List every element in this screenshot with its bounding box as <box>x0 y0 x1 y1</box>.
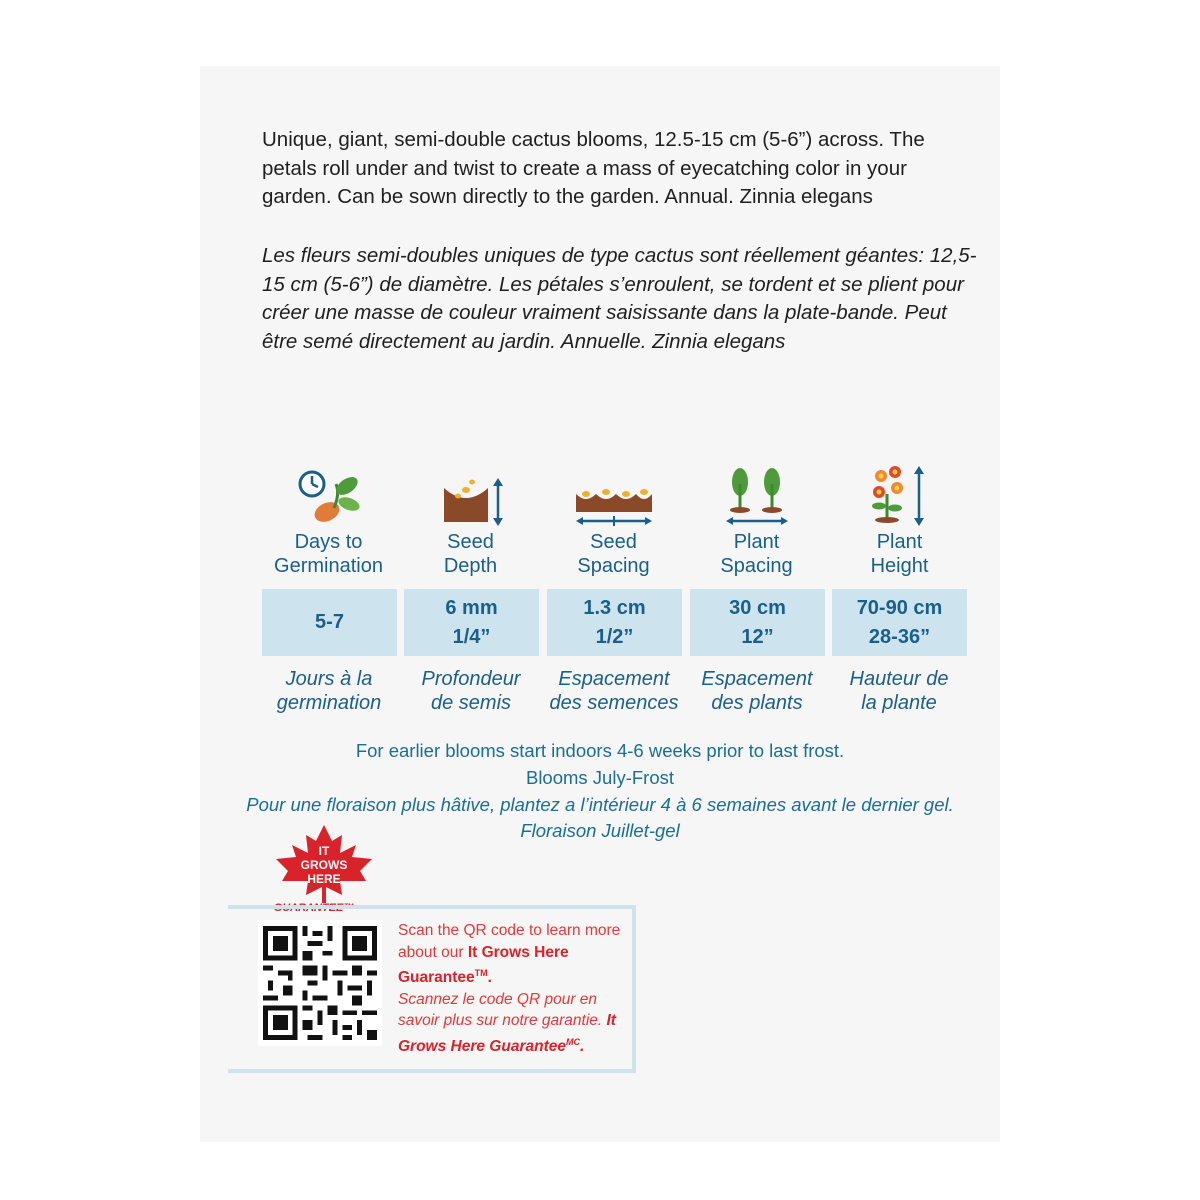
value-line: 1/2” <box>595 625 634 648</box>
plant-spacing-icon <box>722 464 792 528</box>
qr-en-bold: It Grows Here Guarantee <box>398 943 569 987</box>
clock-sprout-icon <box>294 464 364 528</box>
value-line: 70-90 cm <box>856 596 943 619</box>
note-indoors-fr: Pour une floraison plus hâtive, plantez a l’intérieur 4 à 6 semaines avant le dernier gel. <box>246 794 954 815</box>
label-line: Height <box>870 555 929 577</box>
seed-spacing-icon <box>572 464 656 528</box>
fr-line: Espacement <box>558 668 670 690</box>
badge-line1: IT <box>318 844 330 858</box>
label-line: Spacing <box>720 555 793 577</box>
value-line: 1/4” <box>452 625 491 648</box>
note-indoors-en: For earlier blooms start indoors 4-6 weeks prior to last frost. <box>355 740 845 761</box>
value-plant-height <box>832 589 967 656</box>
label-line: Germination <box>274 555 383 577</box>
value-line: 6 mm <box>445 596 498 619</box>
fr-line: de semis <box>430 692 512 714</box>
plant-height-icon <box>865 464 935 528</box>
badge-ribbon: GUARANTEE™ <box>273 902 355 914</box>
spec-germination <box>258 464 399 578</box>
qr-code-icon[interactable] <box>258 920 382 1046</box>
spec-seed-depth <box>400 464 541 578</box>
value-plant-spacing <box>690 589 825 656</box>
qr-fr-end: . <box>579 1037 585 1055</box>
fr-line: des semences <box>549 692 679 714</box>
fr-line: Profondeur <box>421 668 521 690</box>
spec-plant-height <box>829 464 970 578</box>
label-line: Plant <box>876 531 923 553</box>
value-line: 1.3 cm <box>583 596 646 619</box>
fr-label-plant-height <box>824 667 974 715</box>
label-line: Seed <box>447 531 494 553</box>
value-seed-depth <box>404 589 539 656</box>
qr-en-end: . <box>487 969 492 987</box>
description-french: Les fleurs semi-doubles uniques de type cactus sont réellement géantes: 12,5-15 cm (5-6”) de diamètre. Les pétales s’enroulent, se tordent et se plient pour créer une masse de couleur vraiment saisissante dans la plate-bande. Peut être semé directement au jardin. Annuelle. Zinnia elegans <box>262 244 977 353</box>
value-line: 28-36” <box>868 625 931 648</box>
qr-fr-mark: MC <box>565 1036 580 1047</box>
label-line: Seed <box>590 531 637 553</box>
description-english: Unique, giant, semi-double cactus blooms, 12.5-15 cm (5-6”) across. The petals roll under and twist to create a mass of eyecatching color in your garden. Can be sown directly to the garden. Annual. Zinnia elegans <box>262 128 925 208</box>
qr-fr-bold: It Grows Here Guarantee <box>398 1012 616 1055</box>
qr-en-mark: TM <box>474 968 488 978</box>
fr-line: Jours à la <box>285 668 373 690</box>
fr-line: Hauteur de <box>849 668 949 690</box>
fr-label-seed-spacing <box>539 667 689 715</box>
label-line: Spacing <box>577 555 650 577</box>
fr-line: des plants <box>711 692 803 714</box>
qr-en-text: Scan the QR code to learn more about our <box>398 922 621 961</box>
seed-depth-icon <box>436 464 506 528</box>
fr-line: Espacement <box>701 668 813 690</box>
label-line: Days to <box>294 531 363 553</box>
fr-label-germination <box>254 667 404 715</box>
badge-line2: GROWS <box>300 858 348 872</box>
label-line: Depth <box>443 555 498 577</box>
qr-description <box>398 920 628 1057</box>
qr-fr-text: Scannez le code QR pour en savoir plus sur notre garantie. <box>398 990 607 1030</box>
fr-line: la plante <box>861 692 937 714</box>
spec-seed-spacing <box>543 464 684 578</box>
value-germination <box>262 589 397 656</box>
spec-plant-spacing <box>686 464 827 578</box>
value-line: 30 cm <box>729 596 786 619</box>
label-line: Plant <box>733 531 780 553</box>
fr-label-plant-spacing <box>682 667 832 715</box>
note-blooms-en: Blooms July-Frost <box>525 767 675 788</box>
value-line: 12” <box>741 625 774 648</box>
fr-label-seed-depth <box>396 667 546 715</box>
note-blooms-fr: Floraison Juillet-gel <box>520 820 680 841</box>
badge-line3: HERE <box>307 872 341 886</box>
value-line: 5-7 <box>315 611 344 633</box>
value-seed-spacing <box>547 589 682 656</box>
fr-line: germination <box>276 692 382 714</box>
